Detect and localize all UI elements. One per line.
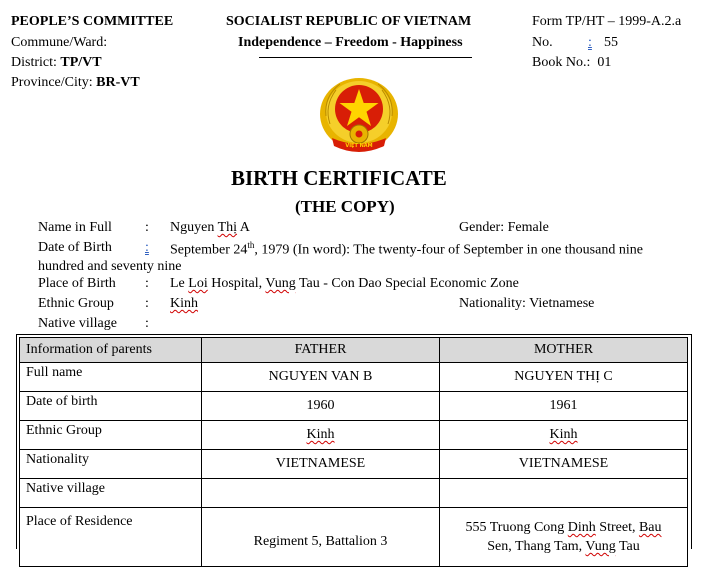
number-label: No. [532, 35, 553, 50]
row-label: Full name [20, 363, 202, 392]
row-label: Nationality [20, 450, 202, 479]
dob-words: , 1979 (In word): The twenty-four of September in one thousand nine [254, 242, 643, 258]
district-value: TP/VT [60, 55, 102, 70]
pob-part: Le [170, 276, 189, 291]
table-header-row [20, 338, 688, 363]
residence-part: 555 Truong Cong [465, 520, 568, 535]
mother-name: NGUYEN THỊ C [440, 363, 688, 392]
father-name: NGUYEN VAN B [202, 363, 440, 392]
district-line [11, 55, 102, 71]
ethnic-label: Ethnic Group [38, 296, 114, 311]
nationality: Nationality: Vietnamese [459, 296, 595, 311]
committee-heading: PEOPLE’S COMMITTEE [11, 14, 174, 29]
residence-part: Sen, Thang Tam, [487, 539, 586, 554]
residence-part: Vung [585, 539, 616, 554]
header-info: Information of parents [20, 338, 202, 363]
header-father: FATHER [202, 338, 440, 363]
ethnic-value: Kinh [170, 296, 198, 311]
ethnic-colon: : [145, 296, 149, 311]
table-row [20, 421, 688, 450]
father-residence: Regiment 5, Battalion 3 [202, 508, 440, 567]
table-row [20, 508, 688, 567]
pob-part: Hospital, [207, 276, 266, 291]
document-title: BIRTH CERTIFICATE [231, 166, 447, 190]
mother-village [440, 479, 688, 508]
row-label: Ethnic Group [20, 421, 202, 450]
residence-part: Tau [615, 539, 640, 554]
father-dob: 1960 [202, 392, 440, 421]
name-label: Name in Full [38, 220, 112, 235]
residence-part: Dinh [567, 520, 596, 535]
name-last: A [237, 220, 250, 235]
father-ethnic-value: Kinh [306, 427, 335, 442]
mother-ethnic-value: Kinh [549, 427, 578, 442]
parents-table [19, 337, 688, 567]
dob-continuation: hundred and seventy nine [38, 259, 182, 274]
motto-underline [259, 57, 472, 58]
dob-value [170, 240, 643, 259]
name-middle: Thị [217, 220, 238, 235]
pob-value [170, 276, 519, 292]
table-row [20, 363, 688, 392]
pob-part: Tau - Con Dao Special Economic Zone [295, 276, 519, 291]
dob-date: September 24 [170, 242, 248, 258]
mother-nationality: VIETNAMESE [440, 450, 688, 479]
table-row [20, 392, 688, 421]
row-label: Date of birth [20, 392, 202, 421]
form-code: Form TP/HT – 1999-A.2.a [532, 14, 682, 29]
name-colon: : [145, 220, 149, 235]
motto: Independence – Freedom - Happiness [238, 35, 463, 50]
number-separator: : [588, 35, 592, 50]
commune-label: Commune/Ward: [11, 35, 108, 50]
mother-ethnic [440, 421, 688, 450]
residence-part: Street, [595, 520, 639, 535]
province-line [11, 75, 140, 91]
father-village [202, 479, 440, 508]
header-mother: MOTHER [440, 338, 688, 363]
father-nationality: VIETNAMESE [202, 450, 440, 479]
pob-part: Vung [265, 276, 296, 291]
nation-heading: SOCIALIST REPUBLIC OF VIETNAM [226, 14, 472, 29]
gender: Gender: Female [459, 220, 549, 235]
mother-residence [440, 508, 688, 567]
pob-colon: : [145, 276, 149, 291]
pob-part: Loi [188, 276, 208, 291]
province-value: BR-VT [96, 75, 140, 90]
row-label: Native village [20, 479, 202, 508]
pob-label: Place of Birth [38, 276, 116, 291]
name-value [170, 220, 250, 236]
residence-part: Bau [638, 520, 662, 535]
book-value: 01 [597, 55, 612, 70]
dob-suffix: th [247, 240, 255, 250]
district-label: District: [11, 55, 61, 70]
row-label: Place of Residence [20, 508, 202, 567]
name-first: Nguyen [170, 220, 218, 235]
national-emblem-icon [318, 76, 400, 156]
father-ethnic [202, 421, 440, 450]
table-row [20, 479, 688, 508]
province-label: Province/City: [11, 75, 97, 90]
dob-colon: : [145, 240, 149, 255]
ribbon-text: VIỆT NAM [345, 143, 373, 149]
dob-label: Date of Birth [38, 240, 112, 255]
book-line [532, 55, 611, 71]
table-row [20, 450, 688, 479]
village-colon: : [145, 316, 149, 331]
number-value: 55 [604, 35, 618, 50]
village-label: Native village [38, 316, 117, 331]
document-subtitle: (THE COPY) [295, 197, 395, 216]
book-label: Book No.: [532, 55, 591, 70]
mother-dob: 1961 [440, 392, 688, 421]
